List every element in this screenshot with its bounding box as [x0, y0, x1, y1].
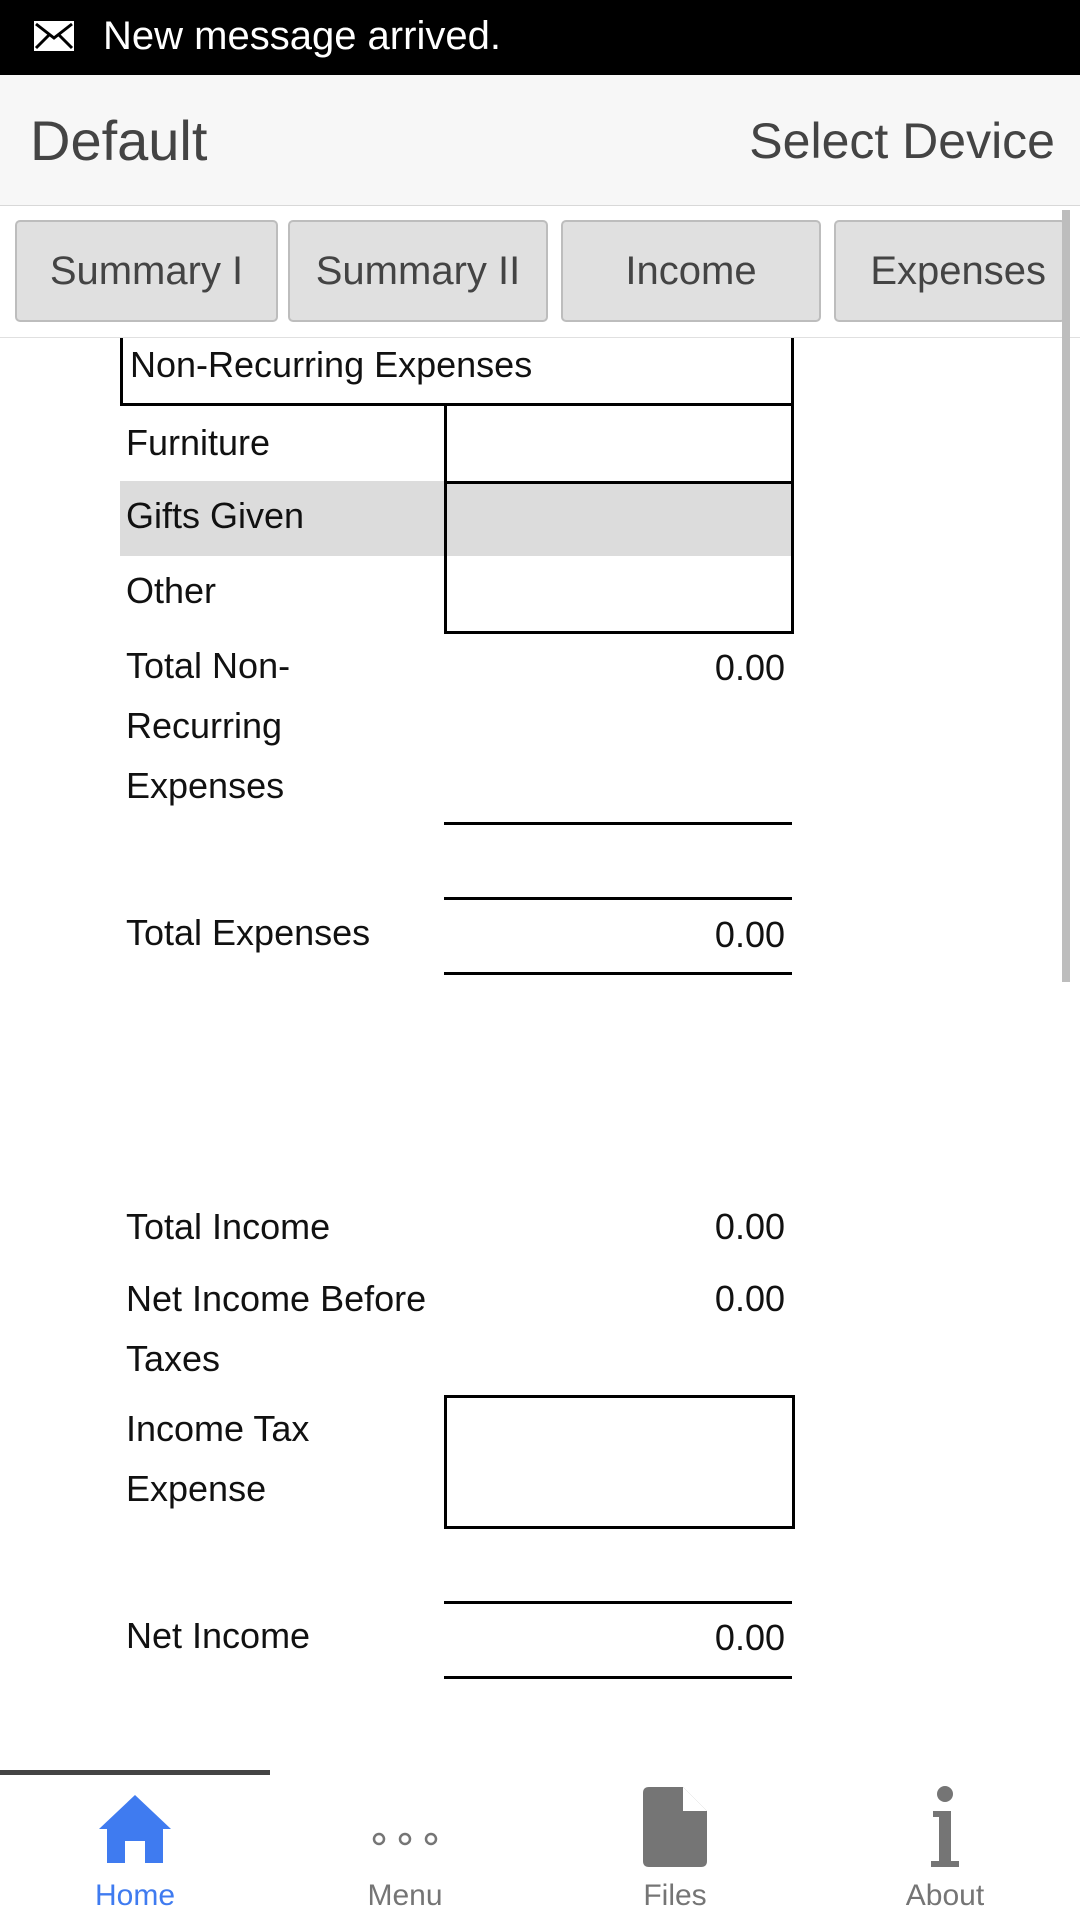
total-income-value: 0.00 — [714, 1206, 785, 1247]
section-header-box — [120, 338, 794, 406]
nav-menu[interactable] — [270, 1775, 540, 1920]
gifts-given-label: Gifts Given — [126, 495, 305, 536]
nav-home-label: Home — [94, 1879, 176, 1912]
select-device-button[interactable]: Select Device — [749, 113, 1055, 169]
furniture-input[interactable] — [444, 406, 794, 484]
nav-about-label: About — [905, 1879, 985, 1912]
nav-files[interactable] — [540, 1775, 810, 1920]
total-nonrecurring-label-2: Recurring — [126, 705, 283, 746]
notification-bar[interactable] — [0, 0, 1080, 75]
tab-summary-2[interactable]: Summary II — [288, 220, 548, 322]
other-input[interactable] — [444, 556, 794, 634]
divider — [444, 822, 792, 825]
tab-bar — [0, 206, 1080, 338]
section-title: Non-Recurring Expenses — [130, 344, 533, 385]
nav-home[interactable] — [0, 1775, 270, 1920]
income-tax-label-2: Expense — [126, 1468, 267, 1509]
income-tax-label-1: Income Tax — [126, 1408, 310, 1449]
net-income-label: Net Income — [126, 1615, 311, 1656]
total-nonrecurring-label-3: Expenses — [126, 765, 285, 806]
furniture-label: Furniture — [126, 422, 271, 463]
worksheet-content[interactable] — [0, 338, 1060, 1768]
app-header — [0, 75, 1080, 206]
more-dots-icon — [370, 1793, 440, 1865]
total-expenses-value: 0.00 — [714, 914, 785, 955]
divider — [444, 972, 792, 975]
page-title: Default — [30, 109, 208, 172]
income-tax-input[interactable] — [444, 1395, 795, 1529]
total-nonrecurring-label-1: Total Non- — [126, 645, 291, 686]
nav-menu-label: Menu — [367, 1879, 443, 1912]
bottom-navigation — [0, 1770, 1080, 1920]
home-icon — [97, 1793, 173, 1865]
other-label: Other — [126, 570, 217, 611]
mail-icon — [33, 20, 75, 52]
net-before-taxes-value: 0.00 — [714, 1278, 785, 1319]
net-before-taxes-label-2: Taxes — [126, 1338, 221, 1379]
scrollbar[interactable] — [1062, 210, 1070, 982]
gifts-given-input[interactable] — [444, 481, 794, 559]
info-icon — [925, 1785, 965, 1869]
nav-files-label: Files — [643, 1879, 707, 1912]
divider — [444, 897, 792, 900]
divider — [444, 1676, 792, 1679]
tab-expenses[interactable]: Expenses — [834, 220, 1066, 322]
total-nonrecurring-value: 0.00 — [714, 647, 785, 688]
net-income-value: 0.00 — [714, 1617, 785, 1658]
nav-about[interactable] — [810, 1775, 1080, 1920]
divider — [444, 1601, 792, 1604]
notification-text: New message arrived. — [103, 14, 501, 58]
tab-income[interactable]: Income — [561, 220, 821, 322]
tab-summary-1[interactable]: Summary I — [15, 220, 278, 322]
file-icon — [643, 1787, 707, 1867]
total-income-label: Total Income — [126, 1206, 331, 1247]
total-expenses-label: Total Expenses — [126, 912, 371, 953]
net-before-taxes-label-1: Net Income Before — [126, 1278, 427, 1319]
